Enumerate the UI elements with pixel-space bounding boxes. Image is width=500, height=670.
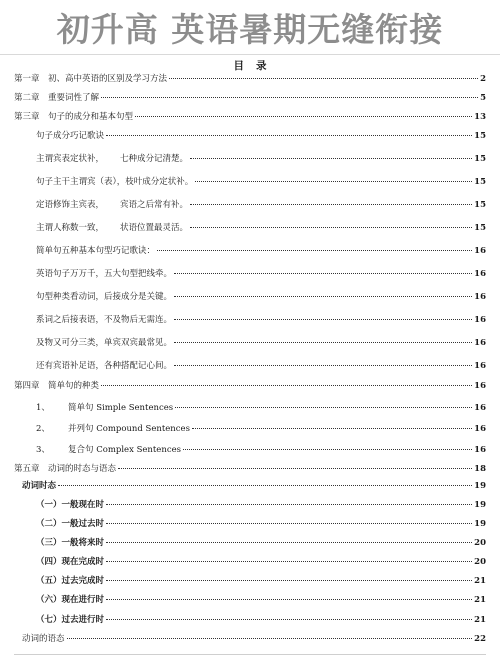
toc-entry-text: （二）一般过去时 xyxy=(36,519,105,529)
toc-page-number: 2 xyxy=(480,74,486,84)
toc-entry-title xyxy=(36,200,188,211)
toc-dot-leader xyxy=(106,580,472,581)
toc-page-number: 18 xyxy=(474,464,486,474)
toc-entry-text: （六）现在进行时 xyxy=(36,595,105,605)
toc-entry[interactable] xyxy=(14,338,486,349)
toc-entry-title xyxy=(36,576,104,587)
toc-entry-text: 句型种类看动词，后接成分是关键。 xyxy=(36,292,173,302)
toc-entry-text-second: 状语位置最灵活。 xyxy=(120,223,189,233)
toc-dot-leader xyxy=(190,204,472,205)
toc-entry[interactable] xyxy=(14,269,486,280)
toc-page-number: 15 xyxy=(474,131,486,141)
toc-entry[interactable] xyxy=(14,200,486,211)
toc-entry[interactable] xyxy=(14,292,486,303)
toc-page-number: 21 xyxy=(474,615,486,625)
toc-entry-text: 句子成分巧记歌诀 xyxy=(36,131,105,141)
toc-entry-title xyxy=(36,538,104,549)
toc-dot-leader xyxy=(190,158,472,159)
toc-dot-leader xyxy=(101,97,478,98)
toc-entry-title xyxy=(22,481,56,492)
toc-entry[interactable] xyxy=(14,557,486,568)
toc-entry-title xyxy=(14,74,167,85)
toc-entry-title xyxy=(36,595,104,606)
toc-page-number: 5 xyxy=(480,93,486,103)
toc-page-number: 13 xyxy=(474,112,486,122)
toc-entry-title xyxy=(14,381,99,392)
toc-entry[interactable] xyxy=(14,538,486,549)
toc-page-number: 20 xyxy=(474,557,486,567)
toc-entry-text: 第一章 初、高中英语的区别及学习方法 xyxy=(14,74,168,84)
toc-dot-leader xyxy=(135,116,472,117)
toc-entry[interactable] xyxy=(14,131,486,142)
toc-entry[interactable] xyxy=(14,403,486,414)
toc-entry-title xyxy=(36,500,104,511)
toc-page-number: 16 xyxy=(474,403,486,413)
toc-entry-text: 第五章 动词的时态与语态 xyxy=(14,464,117,474)
toc-entry-title xyxy=(36,424,190,435)
toc-entry-title xyxy=(36,154,188,165)
toc-entry-title xyxy=(36,223,188,234)
toc-entry[interactable] xyxy=(14,481,486,492)
toc-entry-text: 简单句 Simple Sentences xyxy=(68,403,174,413)
toc-entry-title xyxy=(22,634,65,645)
toc-entry-title xyxy=(14,464,116,475)
toc-entry-title xyxy=(36,131,104,142)
toc-entry-text: （七）过去进行时 xyxy=(36,615,105,625)
toc-entry-title xyxy=(36,445,181,456)
toc-page-number: 16 xyxy=(474,292,486,302)
toc-page-number: 21 xyxy=(474,595,486,605)
toc-dot-leader xyxy=(106,561,472,562)
toc-page-number: 15 xyxy=(474,154,486,164)
toc-page-number: 20 xyxy=(474,538,486,548)
toc-entry[interactable] xyxy=(14,246,486,257)
toc-entry[interactable] xyxy=(14,381,486,392)
toc-dot-leader xyxy=(174,319,472,320)
toc-entry[interactable] xyxy=(14,634,486,645)
toc-dot-leader xyxy=(157,250,472,251)
toc-entry[interactable] xyxy=(14,445,486,456)
toc-entry-text: （三）一般将来时 xyxy=(36,538,105,548)
toc-entry[interactable] xyxy=(14,93,486,104)
toc-page-number: 16 xyxy=(474,315,486,325)
toc-entry-title xyxy=(36,177,193,188)
toc-entry-title xyxy=(36,361,172,372)
toc-entry[interactable] xyxy=(14,361,486,372)
toc-page-number: 16 xyxy=(474,381,486,391)
toc-dot-leader xyxy=(174,273,472,274)
toc-page-number: 19 xyxy=(474,481,486,491)
toc-entry[interactable] xyxy=(14,74,486,85)
toc-page-number: 15 xyxy=(474,177,486,187)
toc-page-number: 16 xyxy=(474,269,486,279)
toc-page-number: 16 xyxy=(474,424,486,434)
toc-entry-title xyxy=(36,615,104,626)
toc-page-number: 16 xyxy=(474,246,486,256)
toc-heading-char-1: 目 xyxy=(233,60,244,72)
toc-dot-leader xyxy=(58,485,472,486)
toc-entry[interactable] xyxy=(14,500,486,511)
toc-page-number: 21 xyxy=(474,576,486,586)
toc-entry-text: 第二章 重要词性了解 xyxy=(14,93,100,103)
toc-entry-number: 3、 xyxy=(36,445,50,455)
toc-entry-text: （四）现在完成时 xyxy=(36,557,105,567)
toc-entry-title xyxy=(36,338,172,349)
toc-entry-number: 2、 xyxy=(36,424,50,434)
toc-entry-text: 及物又可分三类，单宾双宾最常见。 xyxy=(36,338,173,348)
toc-dot-leader xyxy=(183,449,472,450)
toc-entry-title xyxy=(36,246,155,257)
toc-entry[interactable] xyxy=(14,424,486,435)
toc-entry[interactable] xyxy=(14,223,486,234)
toc-dot-leader xyxy=(169,78,478,79)
toc-entry-title xyxy=(14,112,133,123)
toc-entry-text: 动词时态 xyxy=(22,481,57,491)
toc-entry[interactable] xyxy=(14,315,486,326)
toc-entry-text: 动词的语态 xyxy=(22,634,65,644)
toc-entry-text-second: 宾语之后常有补。 xyxy=(120,200,189,210)
toc-entry-text: （一）一般现在时 xyxy=(36,500,105,510)
toc-dot-leader xyxy=(106,135,472,136)
toc-dot-leader xyxy=(106,523,472,524)
toc-entry-title xyxy=(14,93,99,104)
toc-entry-title xyxy=(36,519,104,530)
toc-entry-text: 第三章 句子的成分和基本句型 xyxy=(14,112,134,122)
toc-entry-text: 复合句 Complex Sentences xyxy=(68,445,181,455)
toc-dot-leader xyxy=(174,342,472,343)
toc-entry[interactable] xyxy=(14,464,486,475)
toc-entry-text: 并列句 Compound Sentences xyxy=(68,424,190,434)
toc-entry-text-second: 七种成分记清楚。 xyxy=(120,154,189,164)
toc-entry-text: 系词之后接表语，不及物后无需连。 xyxy=(36,315,173,325)
toc-entry[interactable] xyxy=(14,112,486,123)
toc-dot-leader xyxy=(106,504,472,505)
toc-dot-leader xyxy=(174,296,472,297)
toc-dot-leader xyxy=(175,407,472,408)
page-bottom-divider xyxy=(14,654,486,655)
toc-page-number: 16 xyxy=(474,338,486,348)
toc-page-number: 19 xyxy=(474,519,486,529)
toc-heading xyxy=(0,58,500,73)
toc-entry-text: 第四章 简单句的种类 xyxy=(14,381,100,391)
toc-page-number: 15 xyxy=(474,223,486,233)
toc-dot-leader xyxy=(67,638,473,639)
toc-page-number: 16 xyxy=(474,361,486,371)
toc-dot-leader xyxy=(118,468,472,469)
toc-dot-leader xyxy=(106,619,472,620)
toc-entry-title xyxy=(36,269,172,280)
toc-page-number: 19 xyxy=(474,500,486,510)
toc-entry-text: 还有宾语补足语，各种搭配记心间。 xyxy=(36,361,173,371)
toc-dot-leader xyxy=(101,385,472,386)
toc-entry-text: 定语修饰主宾表， xyxy=(36,200,105,210)
toc-entry-text: 简单句五种基本句型巧记歌诀： xyxy=(36,246,156,256)
toc-entry-title xyxy=(36,292,172,303)
toc-entry-title xyxy=(36,557,104,568)
toc-entry-title xyxy=(36,315,172,326)
toc-dot-leader xyxy=(174,365,472,366)
toc-page-number: 22 xyxy=(474,634,486,644)
toc-dot-leader xyxy=(195,181,472,182)
toc-entry-text: 英语句子万万千，五大句型把线牵。 xyxy=(36,269,173,279)
toc-entry[interactable] xyxy=(14,576,486,587)
document-banner-title: 初升高 英语暑期无缝衔接 xyxy=(0,0,500,55)
toc-entry[interactable] xyxy=(14,595,486,606)
toc-entry-text: 主谓宾表定状补， xyxy=(36,154,105,164)
toc-entry-text: 主谓人称数一致， xyxy=(36,223,105,233)
toc-dot-leader xyxy=(190,227,472,228)
toc-entry-number: 1、 xyxy=(36,403,50,413)
toc-entry-text: （五）过去完成时 xyxy=(36,576,105,586)
toc-entry-text: 句子主干主谓宾（表），枝叶成分定状补。 xyxy=(36,177,194,187)
toc-page-number: 16 xyxy=(474,445,486,455)
toc-entry[interactable] xyxy=(14,519,486,530)
toc-dot-leader xyxy=(106,542,472,543)
toc-entry[interactable] xyxy=(14,177,486,188)
toc-dot-leader xyxy=(106,599,472,600)
toc-entry[interactable] xyxy=(14,154,486,165)
toc-entry[interactable] xyxy=(14,615,486,626)
toc-heading-char-2: 录 xyxy=(256,60,267,72)
toc-page-number: 15 xyxy=(474,200,486,210)
toc-dot-leader xyxy=(192,428,472,429)
toc-entry-title xyxy=(36,403,173,414)
